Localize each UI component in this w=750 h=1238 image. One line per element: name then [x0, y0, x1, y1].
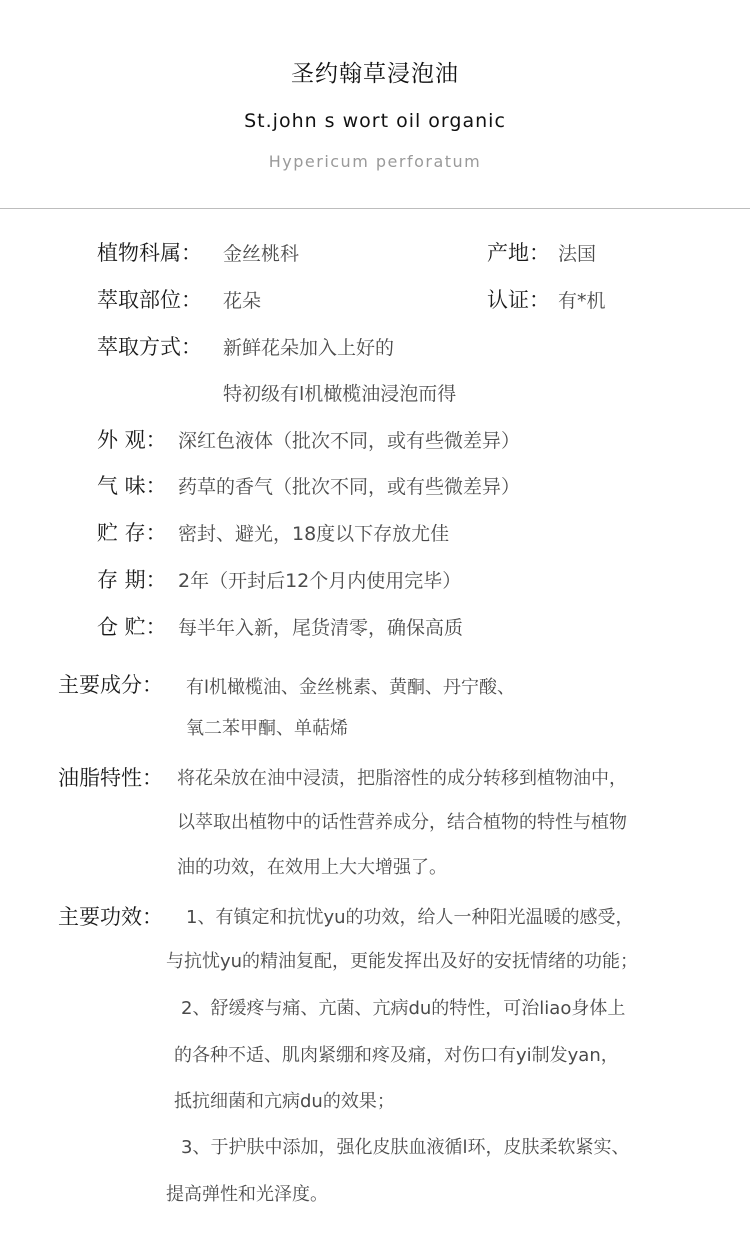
effects-line5: 抵抗细菌和亢病du的效果； — [174, 1091, 395, 1112]
storage-value: 密封、避光，18度以下存放尤佳 — [178, 523, 450, 545]
origin-label: 产地： — [487, 241, 550, 265]
effects-line1: 1、有镇定和抗忧yu的功效，给人一种阳光温暖的感受， — [186, 907, 634, 928]
family-label: 植物科属： — [97, 241, 202, 265]
ingredients-line2: 氧二苯甲酮、单萜烯 — [186, 718, 348, 739]
part-value: 花朵 — [223, 290, 262, 312]
effects-line2: 与抗忧yu的精油复配，更能发挥出及好的安抚情绪的功能； — [166, 951, 639, 972]
method-label: 萃取方式： — [97, 335, 202, 359]
scent-label: 气 味： — [97, 474, 167, 498]
appearance-label: 外 观： — [97, 428, 167, 452]
storage-label: 贮 存： — [97, 521, 167, 545]
properties-line1: 将花朵放在油中浸渍，把脂溶性的成分转移到植物油中， — [177, 768, 627, 789]
shelf-life-label: 存 期： — [97, 568, 167, 592]
family-value: 金丝桃科 — [223, 243, 300, 265]
effects-line7: 提高弹性和光泽度。 — [166, 1184, 328, 1205]
product-latin-name: Hypericum perforatum — [268, 152, 482, 171]
stock-value: 每半年入新，尾货清零，确保高质 — [178, 617, 464, 639]
product-english-name: St.john s wort oil organic — [244, 110, 506, 132]
effects-line4: 的各种不适、肌肉紧绷和疼及痛，对伤口有yi制发yan， — [174, 1045, 619, 1066]
ingredients-line1: 有l机橄榄油、金丝桃素、黄酮、丹宁酸、 — [186, 677, 515, 698]
product-title: 圣约翰草浸泡油 — [291, 61, 459, 87]
scent-value: 药草的香气（批次不同，或有些微差异） — [178, 476, 521, 498]
properties-line3: 油的功效，在效用上大大增强了。 — [177, 857, 447, 878]
ingredients-label: 主要成分： — [58, 673, 163, 697]
effects-line3: 2、舒缓疼与痛、亢菌、亢病du的特性，可治liao身体上 — [181, 998, 626, 1019]
properties-line2: 以萃取出植物中的话性营养成分，结合植物的特性与植物 — [177, 812, 627, 833]
appearance-value: 深红色液体（批次不同，或有些微差异） — [178, 430, 521, 452]
header-divider — [0, 208, 750, 209]
part-label: 萃取部位： — [97, 288, 202, 312]
stock-label: 仓 贮： — [97, 615, 167, 639]
shelf-life-value: 2年（开封后12个月内使用完毕） — [178, 570, 462, 592]
origin-value: 法国 — [558, 243, 597, 265]
properties-label: 油脂特性： — [58, 766, 163, 790]
method-value-line1: 新鲜花朵加入上好的 — [223, 337, 395, 359]
effects-label: 主要功效： — [58, 905, 163, 929]
method-value-line2: 特初级有l机橄榄油浸泡而得 — [223, 383, 457, 405]
effects-line6: 3、于护肤中添加，强化皮肤血液循l环，皮肤柔软紧实、 — [181, 1137, 630, 1158]
cert-value: 有*机 — [558, 290, 606, 312]
cert-label: 认证： — [487, 288, 550, 312]
